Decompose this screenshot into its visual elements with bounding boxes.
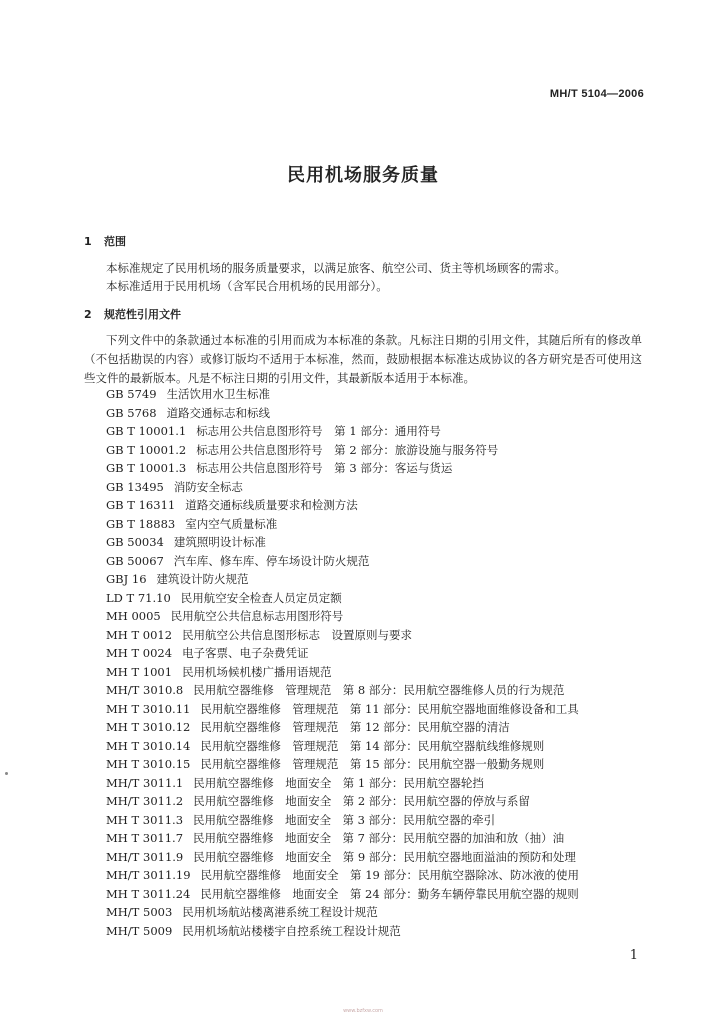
reference-title: 民用机场候机楼广播用语规范 — [182, 664, 332, 679]
reference-title: 道路交通标志和标线 — [166, 405, 271, 420]
section-2-heading — [84, 306, 181, 322]
reference-code: GB T 16311 — [106, 498, 176, 512]
reference-code: MH T 0024 — [106, 646, 173, 660]
document-title: 民用机场服务质量 — [287, 165, 439, 186]
reference-code: MH/T 3011.9 — [106, 849, 184, 864]
reference-title: 标志用公共信息图形符号 第 3 部分：客运与货运 — [196, 461, 453, 475]
reference-item — [106, 589, 579, 608]
reference-item — [106, 385, 579, 404]
section-1-title: 范围 — [104, 235, 126, 248]
reference-title: 标志用公共信息图形符号 第 1 部分：通用符号 — [196, 424, 441, 438]
reference-title: 民用航空安全检查人员定员定额 — [180, 590, 342, 605]
reference-title: 建筑设计防火规范 — [156, 572, 249, 586]
reference-item — [106, 607, 579, 626]
section-1-number: 1 — [84, 235, 92, 248]
reference-item — [106, 552, 579, 571]
reference-item — [106, 885, 579, 904]
reference-code: GB 5749 — [106, 387, 157, 401]
reference-code: MH 0005 — [106, 609, 161, 623]
reference-title: 民用航空器维修 地面安全 第 7 部分：民用航空器的加油和放（抽）油 — [193, 831, 565, 845]
reference-title: 民用航空器维修 管理规范 第 12 部分：民用航空器的清洁 — [200, 720, 510, 734]
reference-item — [106, 663, 579, 682]
reference-title: 民用航空器维修 地面安全 第 3 部分：民用航空器的牵引 — [193, 812, 496, 827]
reference-code: GBJ 16 — [106, 572, 147, 586]
reference-item — [106, 496, 579, 515]
reference-item — [106, 829, 579, 848]
reference-list — [106, 385, 579, 940]
reference-title: 民用航空器维修 地面安全 第 1 部分：民用航空器轮挡 — [193, 775, 484, 790]
reference-item — [106, 922, 579, 941]
section-1-heading — [84, 233, 126, 249]
reference-code: GB T 10001.1 — [106, 424, 187, 438]
reference-code: MH/T 3011.1 — [106, 775, 184, 790]
reference-title: 道路交通标线质量要求和检测方法 — [185, 498, 358, 512]
reference-item — [106, 459, 579, 478]
section-2-title: 规范性引用文件 — [104, 308, 181, 321]
reference-title: 民用航空器维修 管理规范 第 8 部分：民用航空器维修人员的行为规范 — [193, 683, 565, 697]
reference-code: MH T 1001 — [106, 664, 173, 679]
reference-item — [106, 866, 579, 885]
reference-item — [106, 811, 579, 830]
reference-title: 建筑照明设计标准 — [173, 535, 266, 549]
reference-title: 民用航空器维修 地面安全 第 2 部分：民用航空器的停放与系留 — [193, 794, 530, 808]
reference-code: MH T 3011.24 — [106, 886, 191, 901]
reference-code: MH T 0012 — [106, 627, 173, 642]
reference-item — [106, 792, 579, 811]
reference-item — [106, 737, 579, 756]
reference-code: MH T 3011.7 — [106, 831, 184, 845]
reference-item — [106, 404, 579, 423]
reference-title: 民用航空器维修 管理规范 第 14 部分：民用航空器航线维修规则 — [200, 738, 545, 753]
reference-code: MH T 3010.12 — [106, 720, 191, 734]
reference-item — [106, 903, 579, 922]
reference-code: MH/T 3011.2 — [106, 794, 184, 808]
reference-title: 电子客票、电子杂费凭证 — [182, 646, 309, 660]
reference-code: MH/T 5009 — [106, 923, 173, 938]
reference-title: 标志用公共信息图形符号 第 2 部分：旅游设施与服务符号 — [196, 442, 499, 457]
reference-code: MH T 3010.11 — [106, 701, 191, 716]
reference-title: 民用航空公共信息标志用图形符号 — [170, 609, 344, 623]
reference-title: 民用航空器维修 管理规范 第 15 部分：民用航空器一般勤务规则 — [200, 757, 545, 771]
reference-code: GB 50067 — [106, 553, 164, 568]
reference-item — [106, 755, 579, 774]
reference-code: MH T 3010.14 — [106, 738, 191, 753]
reference-code: MH/T 3010.8 — [106, 683, 184, 697]
reference-title: 民用航空器维修 地面安全 第 19 部分：民用航空器除冰、防冰液的使用 — [200, 868, 580, 882]
reference-item — [106, 441, 579, 460]
reference-title: 生活饮用水卫生标准 — [166, 387, 271, 401]
reference-item — [106, 570, 579, 589]
reference-code: MH T 3010.15 — [106, 757, 191, 771]
reference-code: LD T 71.10 — [106, 590, 171, 605]
reference-code: MH T 3011.3 — [106, 812, 184, 827]
reference-item — [106, 848, 579, 867]
reference-item — [106, 774, 579, 793]
reference-title: 消防安全标志 — [173, 479, 243, 494]
reference-title: 民用机场航站楼离港系统工程设计规范 — [182, 905, 378, 919]
reference-item — [106, 681, 579, 700]
reference-code: GB 5768 — [106, 405, 157, 420]
reference-item — [106, 533, 579, 552]
reference-title: 室内空气质量标准 — [185, 516, 278, 531]
reference-title: 民用航空公共信息图形标志 设置原则与要求 — [182, 627, 413, 642]
section-1-paragraph-1: 本标准规定了民用机场的服务质量要求，以满足旅客、航空公司、货主等机场顾客的需求。 — [106, 261, 566, 275]
reference-code: GB T 10001.3 — [106, 461, 187, 475]
reference-code: MH/T 3011.19 — [106, 868, 191, 882]
reference-title: 民用机场航站楼楼宇自控系统工程设计规范 — [182, 923, 401, 938]
reference-item — [106, 422, 579, 441]
reference-code: MH/T 5003 — [106, 905, 173, 919]
footer-watermark: www.bzfxw.com — [343, 1008, 383, 1014]
reference-item — [106, 515, 579, 534]
scan-mark — [5, 772, 8, 775]
section-2-number: 2 — [84, 308, 92, 321]
standard-code: MH/T 5104—2006 — [549, 88, 644, 100]
reference-title: 民用航空器维修 地面安全 第 9 部分：民用航空器地面溢油的预防和处理 — [193, 849, 576, 864]
reference-item — [106, 718, 579, 737]
reference-code: GB 13495 — [106, 479, 164, 494]
reference-code: GB T 10001.2 — [106, 442, 187, 457]
section-2-intro: 下列文件中的条款通过本标准的引用而成为本标准的条款。凡标注日期的引用文件，其随后所有的修改单（不包括勘误的内容）或修订版均不适用于本标准，然而，鼓励根据本标准达成协议的各方研究是否可使用这些文件的最新版本。凡是不标注日期的引用文件，其最新版本适用于本标准。 — [84, 333, 642, 385]
reference-item — [106, 626, 579, 645]
reference-code: GB 50034 — [106, 535, 164, 549]
reference-title: 汽车库、修车库、停车场设计防火规范 — [173, 553, 370, 568]
reference-item — [106, 700, 579, 719]
reference-title: 民用航空器维修 地面安全 第 24 部分：勤务车辆停靠民用航空器的规则 — [200, 886, 579, 901]
reference-item — [106, 644, 579, 663]
reference-code: GB T 18883 — [106, 516, 176, 531]
reference-item — [106, 478, 579, 497]
section-1-paragraph-2: 本标准适用于民用机场（含军民合用机场的民用部分）。 — [106, 279, 388, 293]
reference-title: 民用航空器维修 管理规范 第 11 部分：民用航空器地面维修设备和工具 — [200, 701, 579, 716]
page-number: 1 — [629, 948, 638, 963]
